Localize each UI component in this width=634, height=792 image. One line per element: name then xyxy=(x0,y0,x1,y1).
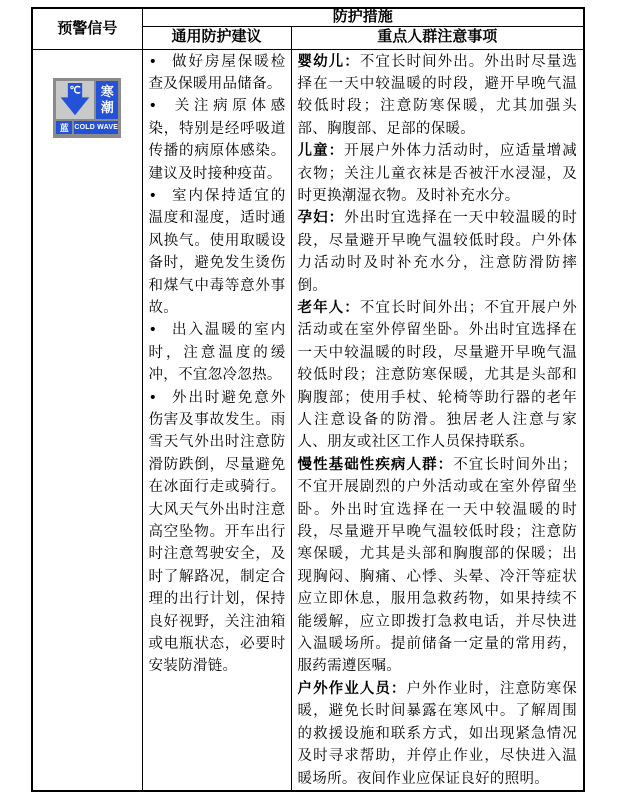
celsius-symbol: ℃ xyxy=(69,85,81,97)
bullet-icon: • xyxy=(148,322,158,339)
cold-wave-icon-bottom xyxy=(56,121,118,134)
temperature-down-arrow-icon xyxy=(56,81,94,119)
key-group-item: 户外作业人员：户外作业时，注意防寒保暖，避免长时间暴露在寒风中。了解周围的救援设施和联系方式，如出现紧急情况及时寻求帮助，并停止作业，尽快进入温暖场所。夜间作业应保证良好的照明。 xyxy=(297,680,578,787)
group-label: 老年人： xyxy=(297,299,360,316)
warning-signal-table xyxy=(31,7,585,792)
blue-level-badge: 蓝 xyxy=(56,121,72,134)
cold-wave-label-en: COLD WAVE xyxy=(74,121,118,134)
bullet-icon: • xyxy=(148,389,158,406)
header-general-advice: 通用防护建议 xyxy=(142,26,291,49)
header-key-groups: 重点人群注意事项 xyxy=(291,26,584,49)
key-group-item: 老年人：不宜长时间外出；不宜开展户外活动或在室外停留坐卧。外出时宜选择在一天中较温暖的时段，尽量避开早晚气温较低时段；注意防寒保暖，尤其是头部和胸腹部；使用手杖、轮椅等助行器的老年人注意设备的防滑。独居老人注意与家人、朋友或社区工作人员保持联系。 xyxy=(297,299,578,451)
key-group-item: 婴幼儿：不宜长时间外出。外出时尽量选择在一天中较温暖的时段，避开早晚气温较低时段；注意防寒保暖，尤其加强头部、胸腹部、足部的保暖。 xyxy=(297,53,578,137)
cell-warning-signal xyxy=(32,49,142,791)
cold-wave-warning-icon xyxy=(53,78,121,138)
cold-wave-char-2: 潮 xyxy=(100,99,114,115)
general-advice-item: • 做好房屋保暖检查及保暖用品储备。 xyxy=(149,51,286,96)
group-label: 慢性基础性疾病人群： xyxy=(297,456,454,473)
bullet-icon: • xyxy=(148,187,158,204)
group-label: 孕妇： xyxy=(297,210,345,227)
general-advice-item: • 关注病原体感染，特别是经呼吸道传播的病原体感染。建议及时接种疫苗。 xyxy=(149,95,286,185)
cell-key-groups xyxy=(291,49,584,791)
group-label: 户外作业人员： xyxy=(297,680,407,697)
group-label: 儿童： xyxy=(297,143,345,160)
general-advice-item: • 室内保持适宜的温度和湿度，适时通风换气。使用取暖设备时，避免发生烫伤和煤气中毒等意外事故。 xyxy=(149,185,286,319)
bullet-icon: • xyxy=(148,98,158,115)
cold-wave-icon-top xyxy=(56,81,118,119)
bullet-icon: • xyxy=(148,53,158,70)
group-label: 婴幼儿： xyxy=(297,53,360,70)
cell-general-advice xyxy=(142,49,291,791)
key-group-item: 慢性基础性疾病人群：不宜长时间外出；不宜开展剧烈的户外活动或在室外停留坐卧。外出时宜选择在一天中较温暖的时段，尽量避开早晚气温较低时段；注意防寒保暖，尤其是头部和胸腹部的保暖；出现胸闷、胸痛、心悸、头晕、冷汗等症状应立即休息，服用急救药物，如果持续不能缓解，应立即拨打急救电话，并尽快进入温暖场所。提前储备一定量的常用药，服药需遵医嘱。 xyxy=(297,456,578,675)
header-protective-measures: 防护措施 xyxy=(142,8,584,26)
cold-wave-char-1: 寒 xyxy=(100,83,114,99)
general-advice-item: • 外出时避免意外伤害及事故发生。雨雪天气外出时注意防滑防跌倒，尽量避免在冰面行走或骑行。大风天气外出时注意高空坠物。开车出行时注意驾驶安全，及时了解路况，制定合理的出行计划，保持良好视野，关注油箱或电瓶状态，必要时安装防滑链。 xyxy=(149,387,286,678)
key-group-item: 儿童：开展户外体力活动时，应适量增减衣物；关注儿童衣袜是否被汗水浸湿，及时更换潮湿衣物。及时补充水分。 xyxy=(297,143,578,204)
header-warning-signal: 预警信号 xyxy=(32,8,142,49)
cold-wave-label-cn xyxy=(96,81,118,119)
table-row xyxy=(32,49,584,791)
general-advice-item: • 出入温暖的室内时，注意温度的缓冲，不宜忽冷忽热。 xyxy=(149,319,286,386)
key-group-item: 孕妇：外出时宜选择在一天中较温暖的时段，尽量避开早晚气温较低时段。户外体力活动时及时补充水分，注意防滑防摔倒。 xyxy=(297,210,578,294)
